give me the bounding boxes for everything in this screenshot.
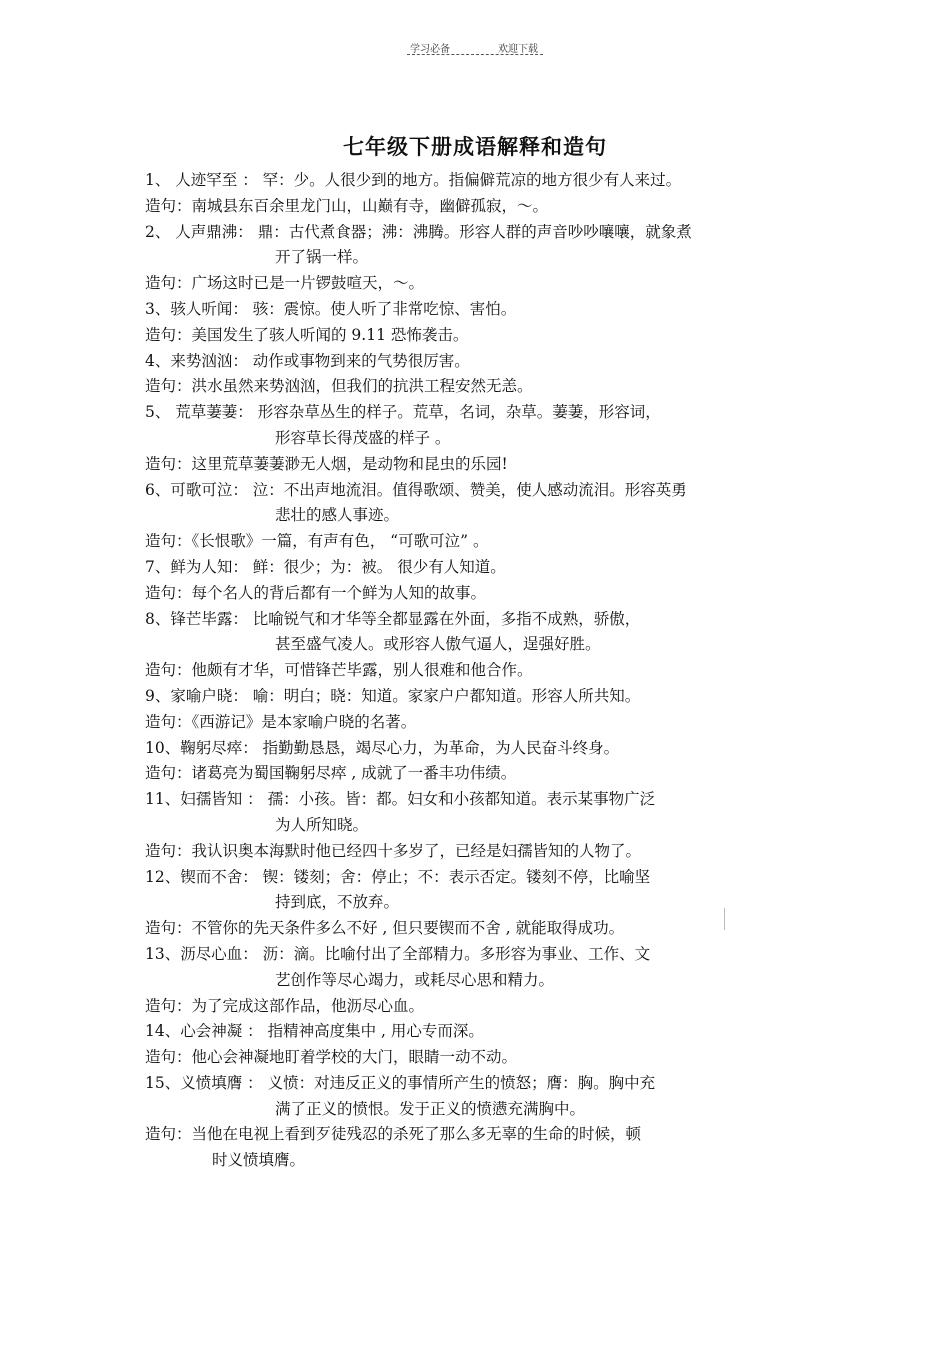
text-line: 造句：为了完成这部作品，他沥尽心血。 xyxy=(145,996,425,1015)
text-line-continuation: 甚至盛气凌人。或形容人傲气逼人，逞强好胜。 xyxy=(275,635,601,654)
text-line: 14、心会神凝 ： 指精神高度集中 , 用心专而深。 xyxy=(145,1022,484,1041)
text-line: 13、沥尽心血： 沥：滴。比喻付出了全部精力。多形容为事业、工作、文 xyxy=(145,944,651,963)
text-line: 造句：当他在电视上看到歹徒残忍的杀死了那么多无辜的生命的时候，顿 xyxy=(145,1125,642,1144)
text-line: 造句：广场这时已是一片锣鼓喧天，～。 xyxy=(145,274,425,293)
margin-mark xyxy=(724,908,725,930)
page-header xyxy=(407,40,543,60)
text-line: 9、家喻户晓： 喻：明白；晓：知道。家家户户都知道。形容人所共知。 xyxy=(145,686,641,705)
header-right-text: 欢迎下载 xyxy=(498,44,538,55)
text-line-continuation: 艺创作等尽心竭力，或耗尽心思和精力。 xyxy=(275,970,555,989)
idiom-list xyxy=(145,168,785,1174)
text-line: 造句：每个名人的背后都有一个鲜为人知的故事。 xyxy=(145,583,487,602)
text-line-continuation: 时义愤填膺。 xyxy=(212,1151,306,1170)
text-line: 造句：我认识奥本海默时他已经四十多岁了，已经是妇孺皆知的人物了。 xyxy=(145,841,642,860)
text-line: 造句：洪水虽然来势汹汹，但我们的抗洪工程安然无恙。 xyxy=(145,377,533,396)
header-dashed-rule xyxy=(407,54,543,55)
text-line: 造句：美国发生了骇人听闻的 9.11 恐怖袭击。 xyxy=(145,325,469,344)
text-line: 7、鲜为人知： 鲜：很少；为：被。 很少有人知道。 xyxy=(145,557,506,576)
text-line: 造句：他心会神凝地盯着学校的大门，眼睛一动不动。 xyxy=(145,1048,518,1067)
text-line: 4、来势汹汹： 动作或事物到来的气势很厉害。 xyxy=(145,351,470,370)
text-line: 11、妇孺皆知 ： 孺：小孩。皆：都。妇女和小孩都知道。表示某事物广泛 xyxy=(145,790,656,809)
text-line-continuation: 悲壮的感人事迹。 xyxy=(275,506,400,525)
header-left-text: 学习必备 xyxy=(410,44,450,55)
text-line: 15、义愤填膺 ： 义愤：对违反正义的事情所产生的愤怒；膺：胸。胸中充 xyxy=(145,1073,656,1092)
text-line-continuation: 为人所知晓。 xyxy=(275,815,369,834)
text-line: 造句：他颇有才华，可惜锋芒毕露，别人很难和他合作。 xyxy=(145,661,533,680)
text-line: 5、 荒草萋萋： 形容杂草丛生的样子。荒草，名词，杂草。萋萋，形容词， xyxy=(145,403,661,422)
text-line: 造句：《西游记》是本家喻户晓的名著。 xyxy=(145,712,417,731)
text-line-continuation: 形容草长得茂盛的样子 。 xyxy=(275,428,451,447)
text-line: 造句：不管你的先天条件多么不好 , 但只要锲而不舍 , 就能取得成功。 xyxy=(145,919,625,938)
text-line-continuation: 满了正义的愤恨。发于正义的愤懑充满胸中。 xyxy=(275,1099,586,1118)
text-line-continuation: 开了锅一样。 xyxy=(275,248,369,267)
text-line: 造句：南城县东百余里龙门山，山巅有寺，幽僻孤寂，～。 xyxy=(145,196,549,215)
text-line: 3、骇人听闻： 骇：震惊。使人听了非常吃惊、害怕。 xyxy=(145,299,517,318)
text-line: 2、 人声鼎沸： 鼎：古代煮食器；沸：沸腾。形容人群的声音吵吵嚷嚷，就象煮 xyxy=(145,222,692,241)
text-line: 造句：《长恨歌》一篇，有声有色， “可歌可泣” 。 xyxy=(145,532,489,551)
text-line: 8、锋芒毕露： 比喻锐气和才华等全都显露在外面，多指不成熟，骄傲， xyxy=(145,609,641,628)
document-title: 七年级下册成语解释和造句 xyxy=(343,134,607,159)
text-line: 10、鞠躬尽瘁： 指勤勤恳恳，竭尽心力，为革命，为人民奋斗终身。 xyxy=(145,738,620,757)
text-line: 12、锲而不舍： 锲：镂刻；舍：停止；不：表示否定。镂刻不停，比喻坚 xyxy=(145,867,651,886)
text-line: 6、可歌可泣： 泣：不出声地流泪。值得歌颂、赞美，使人感动流泪。形容英勇 xyxy=(145,480,687,499)
text-line: 造句：诸葛亮为蜀国鞠躬尽瘁 , 成就了一番丰功伟绩。 xyxy=(145,764,517,783)
text-line-continuation: 持到底，不放弃。 xyxy=(275,893,400,912)
text-line: 造句：这里荒草萋萋渺无人烟，是动物和昆虫的乐园! xyxy=(145,454,508,473)
text-line: 1、 人迹罕至 ： 罕：少。人很少到的地方。指偏僻荒凉的地方很少有人来过。 xyxy=(145,171,682,189)
